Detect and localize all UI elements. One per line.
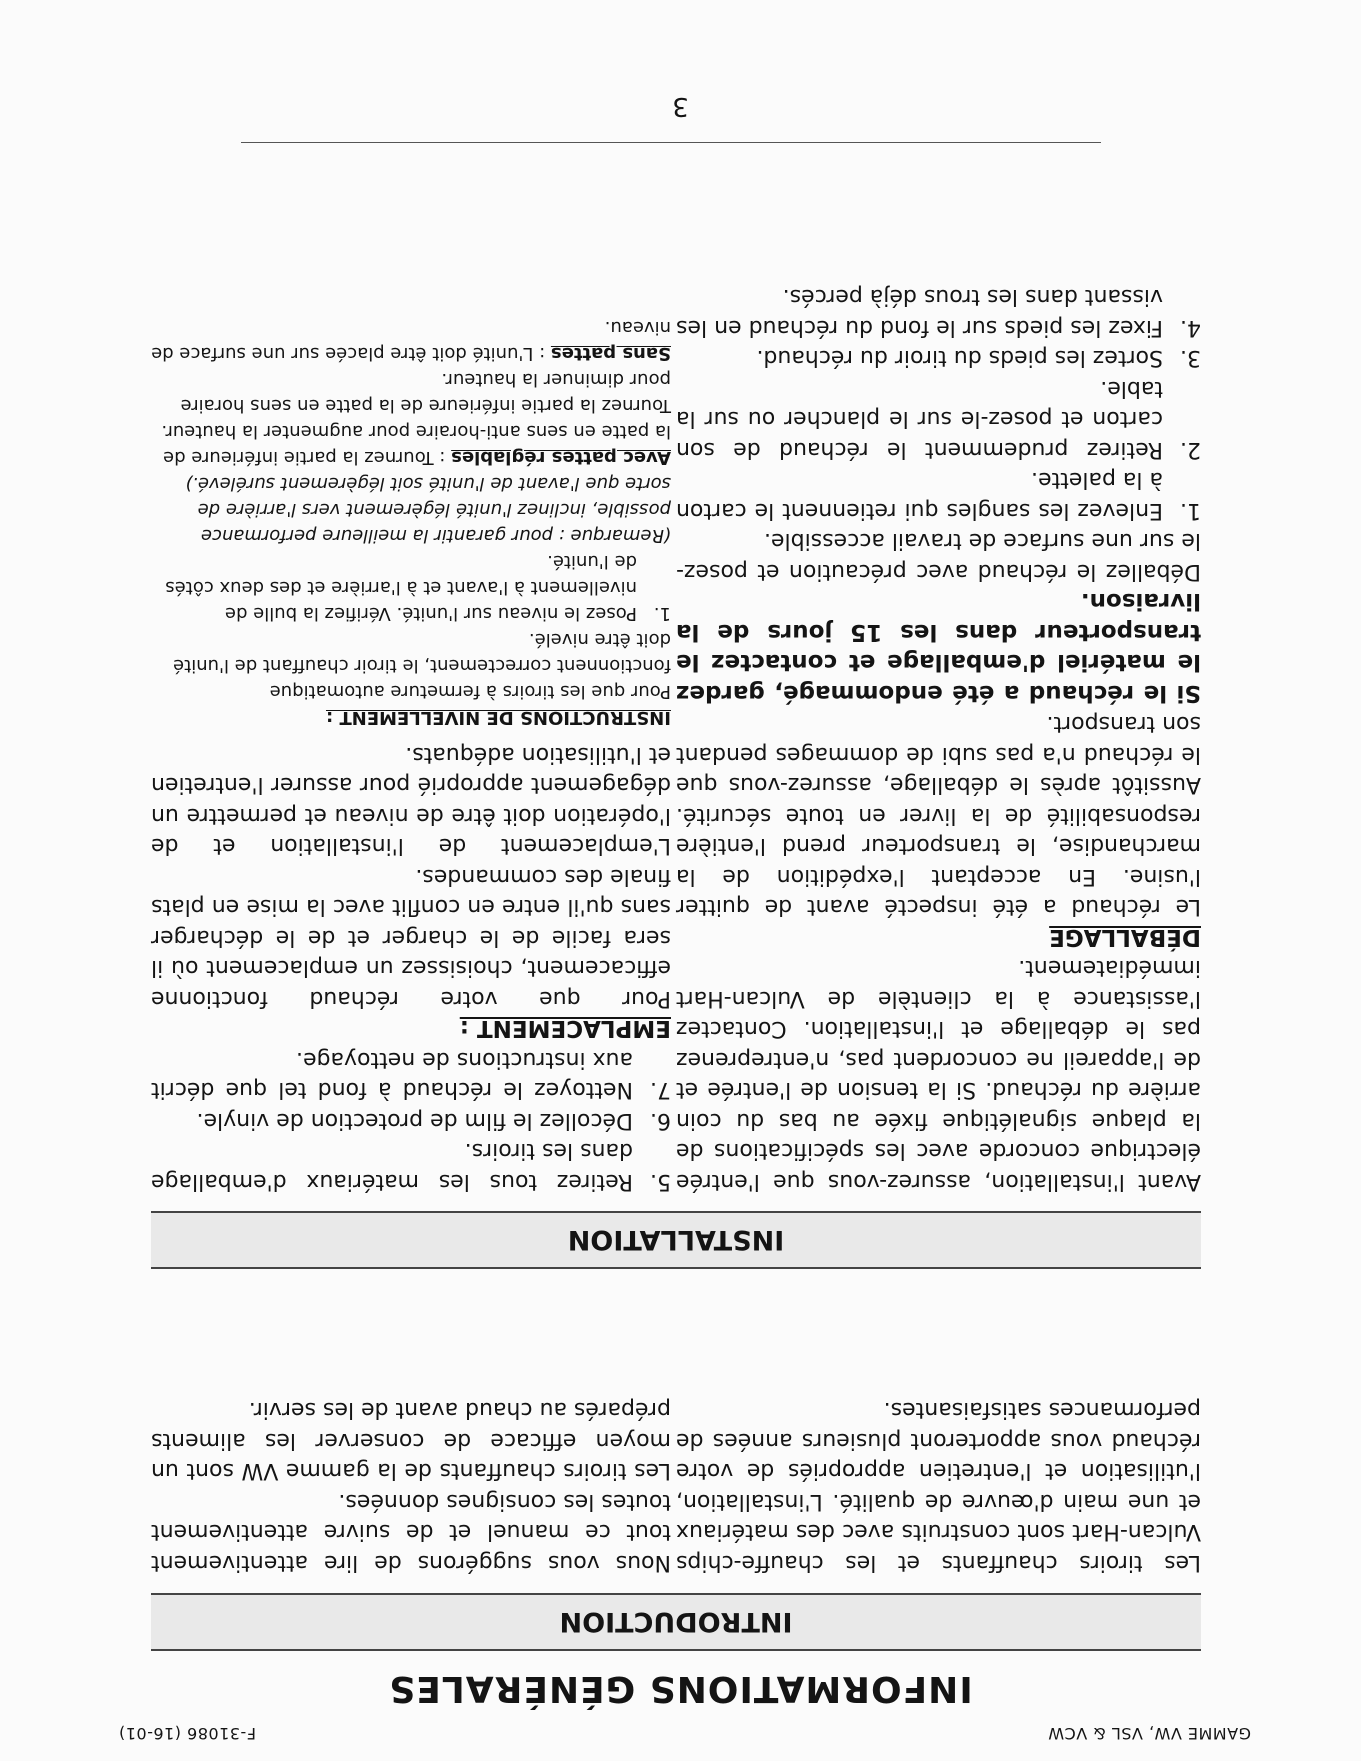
header-model-range: GAMME VW, VSL & VCW (1047, 1724, 1251, 1743)
step-number: 1. (653, 603, 671, 625)
step-number: 3. (1180, 345, 1201, 371)
section-heading-installation: INSTALLATION (151, 1211, 1201, 1269)
installation-left-column (676, 281, 1201, 1196)
page-title: INFORMATIONS GÉNÉRALES (388, 1668, 973, 1709)
page-number: 3 (672, 91, 689, 121)
introduction-paragraph: Les tiroirs chauffants de la gamme VW sont un moyen efficace de conserver les aliments préparés au chaud avant de les servir. (151, 1397, 671, 1484)
list-item (676, 464, 1201, 525)
leveling-heading: INSTRUCTIONS DE NIVELLEMENT : (325, 707, 671, 729)
emplacement-heading: EMPLACEMENT : (459, 1015, 671, 1042)
header-doc-code: F-31086 (16-01) (118, 1724, 256, 1743)
step-text: Sortez les pieds du tiroir du réchaud. (756, 345, 1163, 371)
list-item (151, 1044, 671, 1105)
footer-divider (241, 142, 1101, 143)
unpacking-steps-list-continued (151, 1044, 671, 1197)
adjustable-legs-note (151, 367, 671, 471)
introduction-left-column (676, 1394, 1201, 1577)
leveling-step (151, 549, 671, 627)
leveling-block (151, 315, 671, 731)
installation-right-column (151, 315, 671, 1197)
list-item (676, 342, 1201, 373)
list-item (676, 373, 1201, 465)
deballage-paragraph: Le réchaud a été inspecté avant de quitter l'usine. En acceptant l'expédition de la marchandise, le transporteur prend l'entière responsabilité de la livrer en toute sécurité. Aussitôt après le déballage, assurez-vous que le réchaud n'a pas subi de dommages pendant son transport. (676, 711, 1201, 920)
introduction-paragraph: Nous vous suggérons de lire attentivement tout ce manuel et de suivre attentivement toutes les consignes données. (151, 1489, 671, 1575)
step-number: 4. (1180, 315, 1201, 340)
step-text: Retirez prudemment le réchaud de son carton et posez-le sur le plancher ou sur la table. (676, 376, 1163, 462)
step-number: 7. (650, 1077, 671, 1103)
step-text: Fixez les pieds sur le fond du réchaud en les vissant dans les trous déjà percés. (676, 284, 1163, 340)
emplacement-paragraph: L'emplacement de l'installation et de l'opération doit être de niveau et permettre un dégagement approprié pour assurer l'entretien et l'utilisation adéquats. (151, 742, 671, 859)
adjustable-legs-text: : Tournez la partie inférieure de la patte en sens anti-horaire pour augmenter la hauteur. Tournez la partie inférieure de la patte en sens horaire pour diminuer la hauteur. (161, 369, 671, 469)
section-heading-introduction: INTRODUCTION (151, 1593, 1201, 1651)
deballage-paragraph: Déballez le réchaud avec précaution et posez-le sur une surface de travail accessible. (676, 528, 1201, 584)
introduction-paragraph: Les tiroirs chauffants et les chauffe-chips Vulcan-Hart sont construits avec des matériaux et une main d'œuvre de qualité. L'installation, l'utilisation et l'entretien appropriés de votre réchaud vous apporteront plusieurs années de performances satisfaisantes. (676, 1397, 1201, 1575)
no-legs-note (151, 315, 671, 367)
list-item (151, 1135, 671, 1196)
emplacement-paragraph: Pour que votre réchaud fonctionne efficacement, choisissez un emplacement où il sera facile de le charger et de le décharger sans qu'il entre en conflit avec la mise en plats finale des commandes. (151, 864, 671, 1011)
step-number: 1. (1180, 498, 1201, 523)
no-legs-text: : L'unité doit être placée sur une surface de niveau. (151, 317, 671, 365)
leveling-remark: (Remarque : pour garantir la meilleure performance possible, inclinez l'unité légèrement vers l'arrière de sorte que l'avant de l'unité soit légèrement surélevé.) (185, 473, 671, 547)
step-number: 5. (650, 1169, 671, 1194)
step-text: Posez le niveau sur l'unité. Vérifiez la bulle de nivellement à l'avant et à l'arrière et des deux côtés de l'unité. (165, 551, 637, 625)
adjustable-legs-label: Avec pattes réglables (451, 447, 671, 469)
unpacking-steps-list (676, 281, 1201, 525)
step-text: Décollez le film de protection de vinyle. (196, 1108, 633, 1133)
step-text: Nettoyez le réchaud à fond tel que décrit aux instructions de nettoyage. (151, 1047, 633, 1103)
deballage-warning: Si le réchaud a été endommagé, gardez le matériel d'emballage et contactez le transporteur dans les 15 jours de la livraison. (676, 588, 1201, 706)
step-number: 6. (650, 1108, 671, 1133)
leveling-paragraph: Pour que les tiroirs à fermeture automatique fonctionnent correctement, le tiroir chauffant de l'unité doit être nivelé. (173, 629, 671, 703)
list-item (151, 1105, 671, 1136)
installation-intro-paragraph: Avant l'installation, assurez-vous que l'entrée électrique concorde avec les spécifications de la plaque signalétique fixée au bas du coin arrière du réchaud. Si la tension de l'entrée et de l'appareil ne concordent pas, n'entreprenez pas le déballage et l'installation. Contactez l'assistance à la clientèle de Vulcan-Hart immédiatement. (676, 955, 1201, 1194)
deballage-heading: DÉBALLAGE (1049, 924, 1201, 950)
introduction-right-column (151, 1394, 671, 1577)
step-text: Enlevez les sangles qui retiennent le carton à la palette. (676, 467, 1163, 523)
step-number: 2. (1180, 437, 1201, 462)
list-item (676, 281, 1201, 342)
no-legs-label: Sans pattes (550, 343, 671, 365)
step-text: Retirez tous les matériaux d'emballage dans les tiroirs. (151, 1138, 633, 1194)
